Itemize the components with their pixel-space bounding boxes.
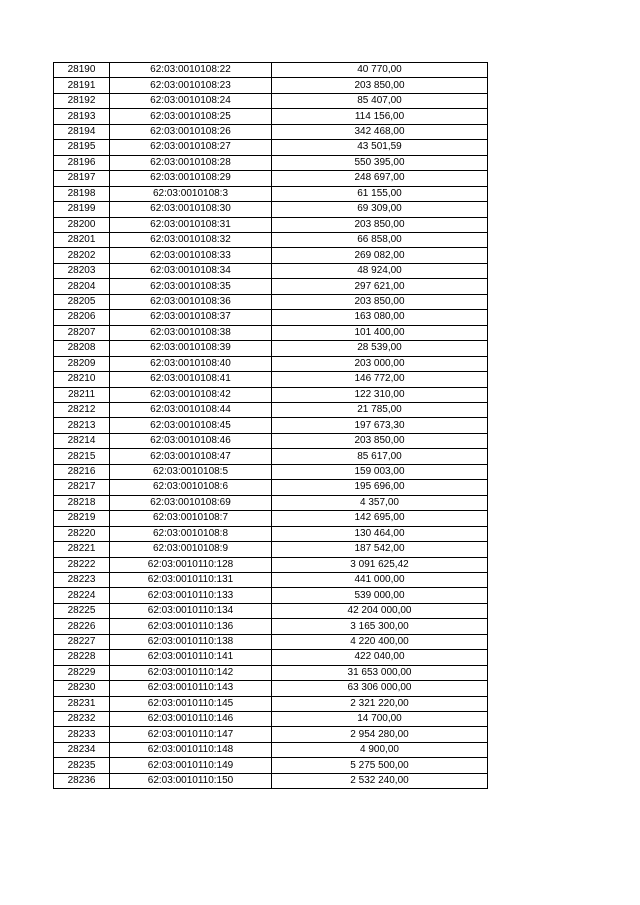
table-row <box>54 433 488 448</box>
table-row <box>54 758 488 773</box>
table-row <box>54 387 488 402</box>
table-row <box>54 263 488 278</box>
row-number-cell: 28233 <box>54 727 110 742</box>
row-number-cell: 28230 <box>54 681 110 696</box>
cadastral-number-cell: 62:03:0010108:8 <box>110 526 272 541</box>
cadastral-value-cell: 42 204 000,00 <box>272 603 488 618</box>
cadastral-value-cell: 441 000,00 <box>272 572 488 587</box>
cadastral-number-cell: 62:03:0010108:44 <box>110 402 272 417</box>
row-number-cell: 28201 <box>54 232 110 247</box>
cadastral-value-cell: 3 091 625,42 <box>272 557 488 572</box>
table-row <box>54 572 488 587</box>
table-row <box>54 294 488 309</box>
table-row <box>54 63 488 78</box>
row-number-cell: 28196 <box>54 155 110 170</box>
cadastral-value-cell: 130 464,00 <box>272 526 488 541</box>
row-number-cell: 28191 <box>54 78 110 93</box>
cadastral-value-cell: 539 000,00 <box>272 588 488 603</box>
cadastral-number-cell: 62:03:0010108:45 <box>110 418 272 433</box>
table-row <box>54 712 488 727</box>
cadastral-value-cell: 2 321 220,00 <box>272 696 488 711</box>
table-row <box>54 202 488 217</box>
table-row <box>54 588 488 603</box>
cadastral-value-cell: 28 539,00 <box>272 341 488 356</box>
row-number-cell: 28231 <box>54 696 110 711</box>
cadastral-value-cell: 422 040,00 <box>272 650 488 665</box>
cadastral-value-cell: 197 673,30 <box>272 418 488 433</box>
cadastral-value-cell: 203 850,00 <box>272 433 488 448</box>
cadastral-number-cell: 62:03:0010110:146 <box>110 712 272 727</box>
table-row <box>54 665 488 680</box>
cadastral-number-cell: 62:03:0010110:133 <box>110 588 272 603</box>
table-row <box>54 248 488 263</box>
row-number-cell: 28223 <box>54 572 110 587</box>
row-number-cell: 28226 <box>54 619 110 634</box>
cadastral-value-cell: 550 395,00 <box>272 155 488 170</box>
table-row <box>54 603 488 618</box>
table-row <box>54 464 488 479</box>
cadastral-value-cell: 142 695,00 <box>272 511 488 526</box>
cadastral-value-cell: 2 954 280,00 <box>272 727 488 742</box>
table-row <box>54 186 488 201</box>
row-number-cell: 28225 <box>54 603 110 618</box>
cadastral-number-cell: 62:03:0010108:69 <box>110 495 272 510</box>
cadastral-number-cell: 62:03:0010108:24 <box>110 93 272 108</box>
cadastral-number-cell: 62:03:0010110:131 <box>110 572 272 587</box>
table-row <box>54 124 488 139</box>
cadastral-number-cell: 62:03:0010108:28 <box>110 155 272 170</box>
cadastral-value-cell: 2 532 240,00 <box>272 773 488 788</box>
cadastral-value-cell: 69 309,00 <box>272 202 488 217</box>
cadastral-value-cell: 269 082,00 <box>272 248 488 263</box>
cadastral-number-cell: 62:03:0010108:25 <box>110 109 272 124</box>
cadastral-value-cell: 342 468,00 <box>272 124 488 139</box>
row-number-cell: 28219 <box>54 511 110 526</box>
row-number-cell: 28202 <box>54 248 110 263</box>
cadastral-value-cell: 203 850,00 <box>272 217 488 232</box>
row-number-cell: 28227 <box>54 634 110 649</box>
table-row <box>54 171 488 186</box>
cadastral-number-cell: 62:03:0010108:26 <box>110 124 272 139</box>
cadastral-value-cell: 122 310,00 <box>272 387 488 402</box>
cadastral-value-cell: 195 696,00 <box>272 480 488 495</box>
cadastral-number-cell: 62:03:0010108:23 <box>110 78 272 93</box>
cadastral-number-cell: 62:03:0010108:27 <box>110 140 272 155</box>
row-number-cell: 28197 <box>54 171 110 186</box>
cadastral-number-cell: 62:03:0010108:35 <box>110 279 272 294</box>
cadastral-value-cell: 248 697,00 <box>272 171 488 186</box>
table-row <box>54 78 488 93</box>
cadastral-value-cell: 66 858,00 <box>272 232 488 247</box>
cadastral-number-cell: 62:03:0010110:138 <box>110 634 272 649</box>
row-number-cell: 28199 <box>54 202 110 217</box>
row-number-cell: 28216 <box>54 464 110 479</box>
table-row <box>54 449 488 464</box>
table-row <box>54 557 488 572</box>
cadastral-value-cell: 114 156,00 <box>272 109 488 124</box>
cadastral-number-cell: 62:03:0010108:47 <box>110 449 272 464</box>
row-number-cell: 28232 <box>54 712 110 727</box>
row-number-cell: 28236 <box>54 773 110 788</box>
cadastral-value-cell: 297 621,00 <box>272 279 488 294</box>
row-number-cell: 28205 <box>54 294 110 309</box>
table-row <box>54 526 488 541</box>
cadastral-number-cell: 62:03:0010110:136 <box>110 619 272 634</box>
cadastral-value-cell: 203 000,00 <box>272 356 488 371</box>
cadastral-value-cell: 4 357,00 <box>272 495 488 510</box>
row-number-cell: 28211 <box>54 387 110 402</box>
cadastral-value-table <box>53 62 488 789</box>
cadastral-number-cell: 62:03:0010108:37 <box>110 310 272 325</box>
table-row <box>54 681 488 696</box>
table-row <box>54 140 488 155</box>
row-number-cell: 28221 <box>54 542 110 557</box>
cadastral-number-cell: 62:03:0010108:6 <box>110 480 272 495</box>
row-number-cell: 28213 <box>54 418 110 433</box>
cadastral-number-cell: 62:03:0010108:3 <box>110 186 272 201</box>
table-row <box>54 279 488 294</box>
cadastral-value-cell: 163 080,00 <box>272 310 488 325</box>
cadastral-number-cell: 62:03:0010110:142 <box>110 665 272 680</box>
table-row <box>54 742 488 757</box>
row-number-cell: 28218 <box>54 495 110 510</box>
table-row <box>54 155 488 170</box>
table-row <box>54 619 488 634</box>
row-number-cell: 28220 <box>54 526 110 541</box>
table-row <box>54 325 488 340</box>
table-row <box>54 480 488 495</box>
cadastral-number-cell: 62:03:0010108:42 <box>110 387 272 402</box>
cadastral-value-cell: 85 407,00 <box>272 93 488 108</box>
cadastral-number-cell: 62:03:0010108:22 <box>110 63 272 78</box>
cadastral-value-cell: 101 400,00 <box>272 325 488 340</box>
cadastral-value-cell: 3 165 300,00 <box>272 619 488 634</box>
cadastral-number-cell: 62:03:0010108:31 <box>110 217 272 232</box>
cadastral-value-cell: 203 850,00 <box>272 78 488 93</box>
cadastral-number-cell: 62:03:0010108:36 <box>110 294 272 309</box>
table-body <box>54 63 488 789</box>
row-number-cell: 28228 <box>54 650 110 665</box>
cadastral-value-cell: 85 617,00 <box>272 449 488 464</box>
cadastral-number-cell: 62:03:0010110:147 <box>110 727 272 742</box>
cadastral-number-cell: 62:03:0010110:150 <box>110 773 272 788</box>
cadastral-value-cell: 21 785,00 <box>272 402 488 417</box>
row-number-cell: 28235 <box>54 758 110 773</box>
cadastral-number-cell: 62:03:0010110:148 <box>110 742 272 757</box>
cadastral-value-cell: 4 900,00 <box>272 742 488 757</box>
table-row <box>54 217 488 232</box>
cadastral-number-cell: 62:03:0010108:5 <box>110 464 272 479</box>
row-number-cell: 28200 <box>54 217 110 232</box>
row-number-cell: 28204 <box>54 279 110 294</box>
row-number-cell: 28215 <box>54 449 110 464</box>
cadastral-number-cell: 62:03:0010108:30 <box>110 202 272 217</box>
table-row <box>54 109 488 124</box>
table-row <box>54 93 488 108</box>
cadastral-number-cell: 62:03:0010110:141 <box>110 650 272 665</box>
table-row <box>54 696 488 711</box>
table-row <box>54 418 488 433</box>
table-row <box>54 650 488 665</box>
table-row <box>54 356 488 371</box>
row-number-cell: 28224 <box>54 588 110 603</box>
cadastral-value-cell: 14 700,00 <box>272 712 488 727</box>
cadastral-number-cell: 62:03:0010110:128 <box>110 557 272 572</box>
cadastral-number-cell: 62:03:0010110:149 <box>110 758 272 773</box>
cadastral-number-cell: 62:03:0010110:134 <box>110 603 272 618</box>
cadastral-value-cell: 187 542,00 <box>272 542 488 557</box>
row-number-cell: 28217 <box>54 480 110 495</box>
row-number-cell: 28193 <box>54 109 110 124</box>
cadastral-value-cell: 40 770,00 <box>272 63 488 78</box>
table-row <box>54 372 488 387</box>
cadastral-number-cell: 62:03:0010108:41 <box>110 372 272 387</box>
table-row <box>54 773 488 788</box>
table-row <box>54 511 488 526</box>
row-number-cell: 28209 <box>54 356 110 371</box>
row-number-cell: 28198 <box>54 186 110 201</box>
row-number-cell: 28214 <box>54 433 110 448</box>
cadastral-number-cell: 62:03:0010108:7 <box>110 511 272 526</box>
table-row <box>54 495 488 510</box>
cadastral-number-cell: 62:03:0010108:9 <box>110 542 272 557</box>
cadastral-number-cell: 62:03:0010108:46 <box>110 433 272 448</box>
cadastral-value-cell: 48 924,00 <box>272 263 488 278</box>
row-number-cell: 28234 <box>54 742 110 757</box>
cadastral-value-cell: 43 501,59 <box>272 140 488 155</box>
cadastral-value-cell: 61 155,00 <box>272 186 488 201</box>
cadastral-value-cell: 31 653 000,00 <box>272 665 488 680</box>
cadastral-number-cell: 62:03:0010108:32 <box>110 232 272 247</box>
cadastral-number-cell: 62:03:0010108:39 <box>110 341 272 356</box>
cadastral-number-cell: 62:03:0010108:33 <box>110 248 272 263</box>
row-number-cell: 28195 <box>54 140 110 155</box>
cadastral-value-cell: 63 306 000,00 <box>272 681 488 696</box>
cadastral-number-cell: 62:03:0010108:29 <box>110 171 272 186</box>
row-number-cell: 28212 <box>54 402 110 417</box>
row-number-cell: 28192 <box>54 93 110 108</box>
cadastral-value-cell: 5 275 500,00 <box>272 758 488 773</box>
table-row <box>54 341 488 356</box>
cadastral-number-cell: 62:03:0010110:143 <box>110 681 272 696</box>
table-row <box>54 402 488 417</box>
cadastral-number-cell: 62:03:0010108:40 <box>110 356 272 371</box>
row-number-cell: 28203 <box>54 263 110 278</box>
cadastral-value-cell: 159 003,00 <box>272 464 488 479</box>
cadastral-number-cell: 62:03:0010108:38 <box>110 325 272 340</box>
row-number-cell: 28208 <box>54 341 110 356</box>
table-row <box>54 542 488 557</box>
row-number-cell: 28206 <box>54 310 110 325</box>
table-row <box>54 232 488 247</box>
cadastral-number-cell: 62:03:0010108:34 <box>110 263 272 278</box>
table-row <box>54 310 488 325</box>
cadastral-value-cell: 146 772,00 <box>272 372 488 387</box>
row-number-cell: 28229 <box>54 665 110 680</box>
cadastral-value-cell: 203 850,00 <box>272 294 488 309</box>
cadastral-value-cell: 4 220 400,00 <box>272 634 488 649</box>
row-number-cell: 28210 <box>54 372 110 387</box>
table-row <box>54 634 488 649</box>
row-number-cell: 28190 <box>54 63 110 78</box>
cadastral-number-cell: 62:03:0010110:145 <box>110 696 272 711</box>
row-number-cell: 28222 <box>54 557 110 572</box>
row-number-cell: 28194 <box>54 124 110 139</box>
table-row <box>54 727 488 742</box>
row-number-cell: 28207 <box>54 325 110 340</box>
